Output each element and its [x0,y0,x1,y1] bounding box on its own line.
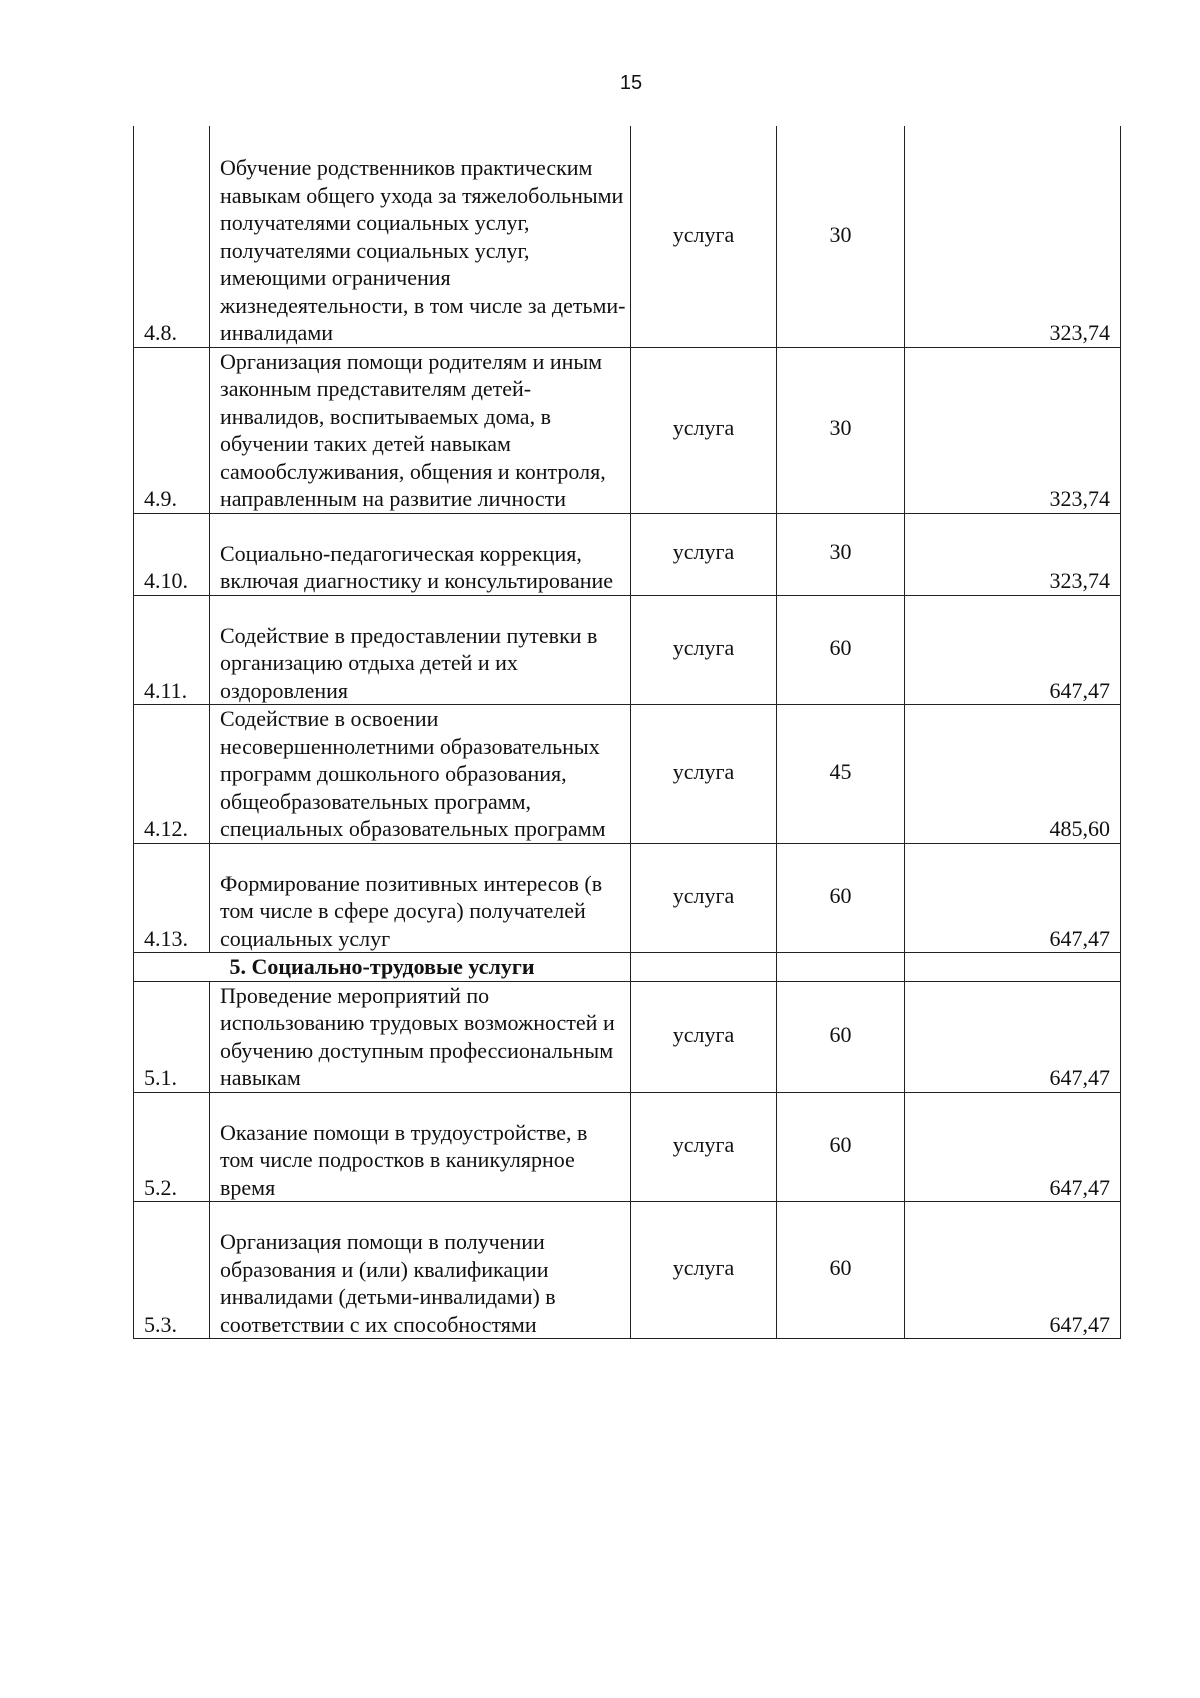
price-cell: 323,74 [905,513,1121,595]
price-cell: 323,74 [905,347,1121,513]
table-row [134,843,1121,953]
row-number: 5.1. [134,981,210,1092]
time-cell: 60 [777,843,905,953]
row-number: 4.12. [134,705,210,844]
table-row [134,705,1121,844]
row-number: 4.11. [134,595,210,705]
empty-cell [777,953,905,982]
section-title: 5. Социально-трудовые услуги [134,953,631,982]
price-cell: 647,47 [905,1092,1121,1202]
time-cell: 30 [777,513,905,595]
row-number: 4.10. [134,513,210,595]
table-row [134,595,1121,705]
table-row [134,981,1121,1092]
time-cell: 30 [777,126,905,347]
page-number: 15 [619,72,643,94]
time-cell: 60 [777,1202,905,1339]
unit-cell: услуга [631,126,777,347]
time-cell: 60 [777,981,905,1092]
unit-cell: услуга [631,981,777,1092]
unit-cell: услуга [631,595,777,705]
section-row [134,953,1121,982]
row-number: 4.9. [134,347,210,513]
unit-cell: услуга [631,1092,777,1202]
service-name: Организация помощи в получении образования и (или) квалификации инвалидами (детьми-инвалидами) в соответствии с их способностями [210,1202,631,1339]
price-cell: 647,47 [905,595,1121,705]
price-cell: 323,74 [905,126,1121,347]
unit-cell: услуга [631,513,777,595]
services-table [133,126,1121,1339]
table-row [134,1202,1121,1339]
service-name: Формирование позитивных интересов (в том числе в сфере досуга) получателей социальных услуг [210,843,631,953]
row-number: 4.8. [134,126,210,347]
row-number: 4.13. [134,843,210,953]
price-cell: 485,60 [905,705,1121,844]
table-row [134,513,1121,595]
unit-cell: услуга [631,1202,777,1339]
service-name: Содействие в освоении несовершеннолетними образовательных программ дошкольного образования, общеобразовательных программ, специальных образовательных программ [210,705,631,844]
empty-cell [905,953,1121,982]
service-name: Социально-педагогическая коррекция, включая диагностику и консультирование [210,513,631,595]
unit-cell: услуга [631,705,777,844]
table-row [134,347,1121,513]
service-name: Проведение мероприятий по использованию трудовых возможностей и обучению доступным профессиональным навыкам [210,981,631,1092]
time-cell: 30 [777,347,905,513]
service-name: Обучение родственников практическим навыкам общего ухода за тяжелобольными получателями социальных услуг, получателями социальных услуг, имеющими ограничения жизнедеятельности, в том числе за детьми-инвалидами [210,126,631,347]
price-cell: 647,47 [905,1202,1121,1339]
unit-cell: услуга [631,347,777,513]
table-row [134,1092,1121,1202]
time-cell: 45 [777,705,905,844]
price-cell: 647,47 [905,843,1121,953]
service-name: Оказание помощи в трудоустройстве, в том числе подростков в каникулярное время [210,1092,631,1202]
unit-cell: услуга [631,843,777,953]
time-cell: 60 [777,595,905,705]
price-cell: 647,47 [905,981,1121,1092]
row-number: 5.2. [134,1092,210,1202]
row-number: 5.3. [134,1202,210,1339]
service-name: Содействие в предоставлении путевки в организацию отдыха детей и их оздоровления [210,595,631,705]
service-name: Организация помощи родителям и иным законным представителям детей-инвалидов, воспитываемых дома, в обучении таких детей навыкам самообслуживания, общения и контроля, направленным на развитие личности [210,347,631,513]
time-cell: 60 [777,1092,905,1202]
empty-cell [631,953,777,982]
table-row [134,126,1121,347]
